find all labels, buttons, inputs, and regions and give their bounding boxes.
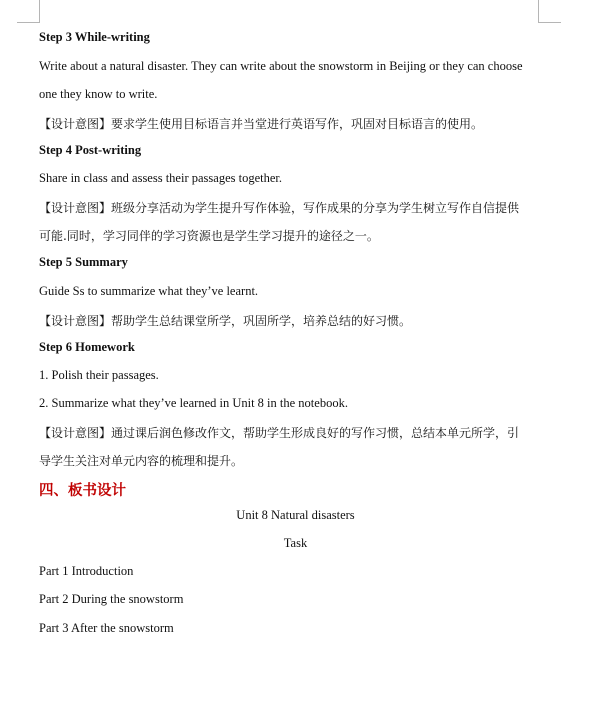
step3-design-intent: 【设计意图】要求学生使用目标语言并当堂进行英语写作，巩固对目标语言的使用。 [39,117,484,131]
step6-design-intent-line2: 导学生关注对单元内容的梳理和提升。 [39,454,244,468]
board-part2: Part 2 During the snowstorm [39,592,184,606]
board-part3: Part 3 After the snowstorm [39,621,174,635]
board-subtitle: Task [283,536,308,550]
step5-heading: Step 5 Summary [39,255,128,269]
step3-text-line2: one they know to write. [39,87,158,101]
step5-design-intent: 【设计意图】帮助学生总结课堂所学，巩固所学，培养总结的好习惯。 [39,314,412,328]
board-title: Unit 8 Natural disasters [236,508,355,522]
step6-item1: 1. Polish their passages. [39,368,159,382]
step6-design-intent-line1: 【设计意图】通过课后润色修改作文，帮助学生形成良好的写作习惯，总结本单元所学，引 [39,426,520,440]
page-corner-mark-left [17,0,40,23]
step5-text-line1: Guide Ss to summarize what they’ve learnt. [39,284,259,298]
step4-design-intent-line2: 可能.同时，学习同伴的学习资源也是学生学习提升的途径之一。 [39,229,379,243]
step3-text-line1: Write about a natural disaster. They can write about the snowstorm in Beijing or they can choose [39,59,523,73]
page-corner-mark-right [538,0,561,23]
step6-item2: 2. Summarize what they’ve learned in Unit 8 in the notebook. [39,396,348,410]
board-part1: Part 1 Introduction [39,564,134,578]
step4-heading: Step 4 Post-writing [39,143,142,157]
step3-heading: Step 3 While-writing [39,30,150,44]
step4-text-line1: Share in class and assess their passages together. [39,171,282,185]
section-title-board-design: 四、板书设计 [39,483,126,499]
step6-heading: Step 6 Homework [39,340,135,354]
step4-design-intent-line1: 【设计意图】班级分享活动为学生提升写作体验，写作成果的分享为学生树立写作自信提供 [39,201,520,215]
